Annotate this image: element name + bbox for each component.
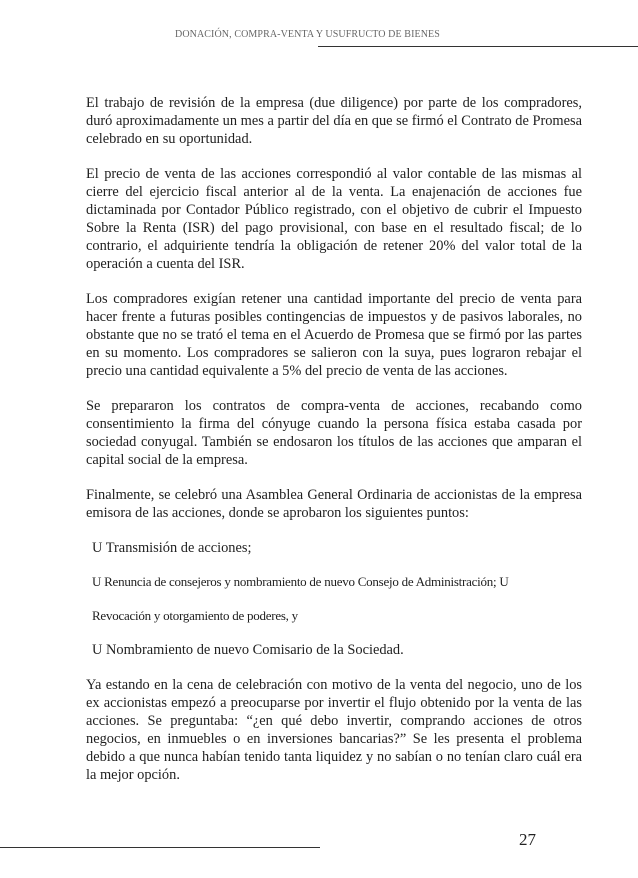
paragraph-contracts: Se prepararon los contratos de compra-venta de acciones, recabando como consentimiento la firma del cónyuge cuando la persona física estaba casada por sociedad conyugal. También se endosaron los títulos de las acciones que amparan el capital social de la empresa.	[86, 398, 582, 468]
paragraph-due-diligence: El trabajo de revisión de la empresa (due diligence) por parte de los compradores, duró aproximadamente un mes a partir del día en que se firmó el Contrato de Promesa celebrado en su oportunidad.	[86, 95, 582, 147]
agenda-item: U Nombramiento de nuevo Comisario de la Sociedad.	[92, 642, 404, 658]
agenda-item: U Transmisión de acciones;	[92, 540, 252, 556]
paragraph-celebration: Ya estando en la cena de celebración con motivo de la venta del negocio, uno de los ex accionistas empezó a preocuparse por invertir el flujo obtenido por la venta de las acciones. Se preguntaba: “¿en qué debo invertir, comprando acciones de otros negocios, en inmuebles o en inversiones bancarias?” Se les presenta el problema debido a que nunca habían tenido tanta liquidez y no sabían o no tenían claro cuál era la mejor opción.	[86, 677, 582, 783]
page-number: 27	[519, 830, 536, 849]
paragraph-retention: Los compradores exigían retener una cantidad importante del precio de venta para hacer frente a futuras posibles contingencias de impuestos y de pasivos laborales, no obstante que no se trató el tema en el Acuerdo de Promesa que se firmó por las partes en su momento. Los compradores se salieron con la suya, pues lograron rebajar el precio una cantidad equivalente a 5% del precio de venta de las acciones.	[86, 291, 582, 379]
body-text	[86, 94, 582, 784]
agenda-item: Revocación y otorgamiento de poderes, y	[92, 608, 298, 623]
agenda-list	[86, 539, 582, 659]
running-header: DONACIÓN, COMPRA-VENTA Y USUFRUCTO DE BIENES	[175, 29, 440, 40]
header-rule	[318, 46, 638, 47]
footer-rule	[0, 847, 320, 848]
paragraph-assembly: Finalmente, se celebró una Asamblea General Ordinaria de accionistas de la empresa emisora de las acciones, donde se aprobaron los siguientes puntos:	[86, 487, 582, 521]
paragraph-sale-price: El precio de venta de las acciones correspondió al valor contable de las mismas al cierre del ejercicio fiscal anterior al de la venta. La enajenación de acciones fue dictaminada por Contador Público registrado, con el objetivo de cubrir el Impuesto Sobre la Renta (ISR) del pago provisional, con base en el resultado fiscal; de lo contrario, el adquiriente tendría la obligación de retener 20% del valor total de la operación a cuenta del ISR.	[86, 166, 582, 272]
agenda-item: U Renuncia de consejeros y nombramiento de nuevo Consejo de Administración; U	[92, 574, 509, 589]
